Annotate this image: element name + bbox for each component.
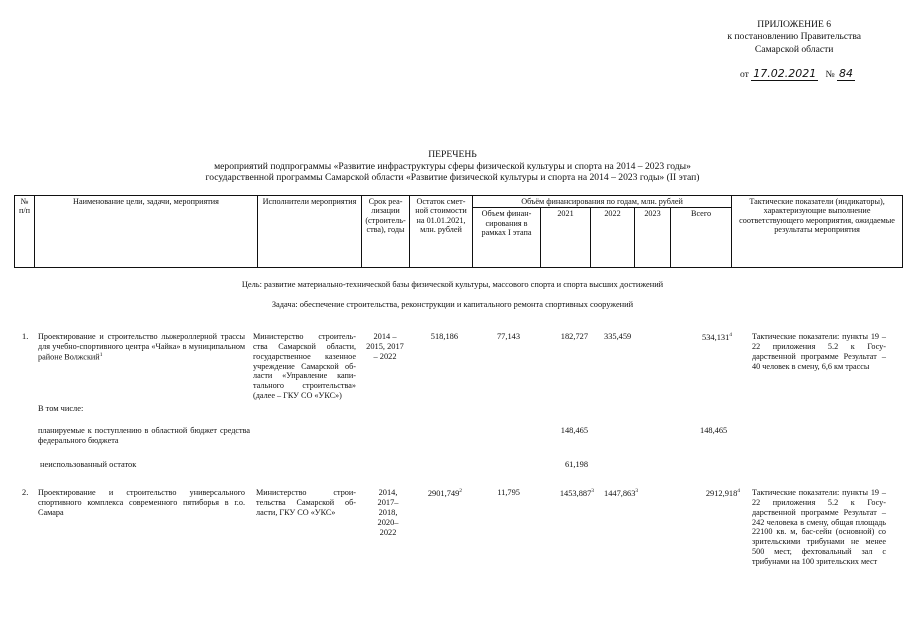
- title-line2: мероприятий подпрограммы «Развитие инфраструктуры сферы физической культуры и спорта на 2014 – 2023 годы»: [214, 160, 691, 172]
- col-no: № п/п: [15, 196, 35, 268]
- unused-2021: 61,198: [564, 460, 588, 469]
- col-exec: Исполнители мероприятия: [258, 196, 362, 268]
- appendix-line3: Самарской области: [754, 43, 834, 55]
- decree-date: 17.02.2021: [753, 67, 817, 80]
- goal-text: Цель: развитие материально-технической базы физической культуры, массового спорта и спорта высших достижений: [241, 280, 664, 289]
- row2-name: Проектирование и строительство универсального спортивного комплекса современного пятиборья в г.о. Самара: [38, 488, 245, 517]
- appendix-title: ПРИЛОЖЕНИЕ 6: [757, 19, 832, 30]
- col-fin-stage1: Объем финан-сирования в рамках I этапа: [473, 208, 541, 268]
- col-fin-group: Объём финансирования по годам, млн. рублей: [473, 196, 732, 208]
- row1-total-value: 534,131: [702, 332, 730, 342]
- row1-name: [38, 332, 245, 362]
- row2-exec: Министерство строи-тельства Самарской об-ласти, ГКУ СО «УКС»: [256, 488, 356, 517]
- decree-date-number: [740, 68, 855, 81]
- task-text: Задача: обеспечение строительства, реконструкции и капитального ремонта спортивных сооружений: [271, 300, 634, 309]
- row2-rest-value: 2901,749: [427, 488, 460, 498]
- row2-2022-value: 1447,863: [604, 488, 636, 498]
- row1-term: 2014 – 2015, 2017 – 2022: [366, 332, 404, 361]
- col-2022: 2022: [591, 208, 635, 268]
- row2-2022: [604, 488, 638, 499]
- fed-funds-label: планируемые к поступлению в областной бюджет средства федерального бюджета: [38, 426, 250, 445]
- row2-rest: [408, 488, 462, 499]
- row2-2022-footnote: 3: [635, 488, 639, 494]
- row1-indicators: Тактические показатели: пункты 19 – 22 приложения 5.2 к Госу-дарственной программе Результат – 40 человек в смену, 6,6 км трассы: [752, 332, 886, 371]
- row2-rest-footnote: 2: [459, 488, 462, 494]
- document-title: [0, 149, 905, 184]
- row2-total-value: 2912,918: [705, 488, 738, 498]
- row1-exec: Министерство строитель-ства Самарской области, государственное казенное учреждение Самарской об-ласти «Управление капи-тального строительства» (далее – ГКУ СО «УКС»): [253, 332, 356, 401]
- appendix-line2: к постановлению Правительства: [727, 31, 861, 43]
- fed-funds-2021: 148,465: [560, 426, 588, 435]
- row1-2022: 335,459: [604, 332, 632, 341]
- row2-2021-footnote: 3: [591, 488, 594, 494]
- from-label: от: [739, 69, 749, 80]
- incl-label: В том числе:: [38, 404, 84, 413]
- col-indicators: Тактические показатели (индикаторы), характеризующие выполнение соответствующего мероприятия, ожидаемые результаты мероприятия: [732, 196, 903, 268]
- row1-no: 1.: [22, 332, 29, 341]
- table-header: [14, 195, 903, 268]
- col-2021: 2021: [541, 208, 591, 268]
- row1-total: [680, 332, 732, 343]
- number-label: №: [825, 69, 835, 80]
- title-line1: ПЕРЕЧЕНЬ: [428, 149, 477, 160]
- col-term: Срок реа-лизации (строитель-ства), годы: [362, 196, 410, 268]
- col-total: Всего: [671, 208, 732, 268]
- row2-total: [680, 488, 740, 499]
- decree-number: 84: [839, 67, 853, 80]
- row2-2021: [540, 488, 594, 499]
- col-rest: Остаток смет-ной стоимости на 01.01.2021, млн. рублей: [410, 196, 473, 268]
- row1-name-footnote: 1: [99, 351, 103, 358]
- row2-indicators: Тактические показатели: пункты 19 – 22 приложения 5.2 к Госу-дарственной программе Результат – 242 человека в смену, общая площадь 22100 кв. м, бас-сейн (основной) со зрительскими трибунами не менее 500 мест, фехтовальный зал с трибунами на 100 зрительских мест: [752, 488, 886, 566]
- row1-total-footnote: 4: [729, 332, 732, 338]
- row2-total-footnote: 4: [737, 488, 740, 494]
- title-line3: государственной программы Самарской области «Развитие физической культуры и спорта на 2014 – 2023 годы» (II этап): [205, 172, 700, 184]
- row1-name-text: Проектирование и строительство лыжероллерной трассы для учебно-спортивного центра «Чайка» в муниципальном районе Волжский: [38, 332, 245, 362]
- row2-term: 2014, 2017–2018, 2020–2022: [377, 488, 399, 537]
- col-2023: 2023: [635, 208, 671, 268]
- row1-2021: 182,727: [560, 332, 588, 341]
- col-name: Наименование цели, задачи, мероприятия: [35, 196, 258, 268]
- appendix-header: [727, 19, 861, 56]
- row1-stage1: 77,143: [496, 332, 520, 341]
- row2-2021-value: 1453,887: [559, 488, 592, 498]
- row2-no: 2.: [22, 488, 29, 497]
- row1-rest: 518,186: [430, 332, 458, 341]
- unused-label: неиспользованный остаток: [40, 460, 137, 469]
- fed-funds-total: 148,465: [700, 426, 728, 435]
- row2-stage1: 11,795: [497, 488, 520, 497]
